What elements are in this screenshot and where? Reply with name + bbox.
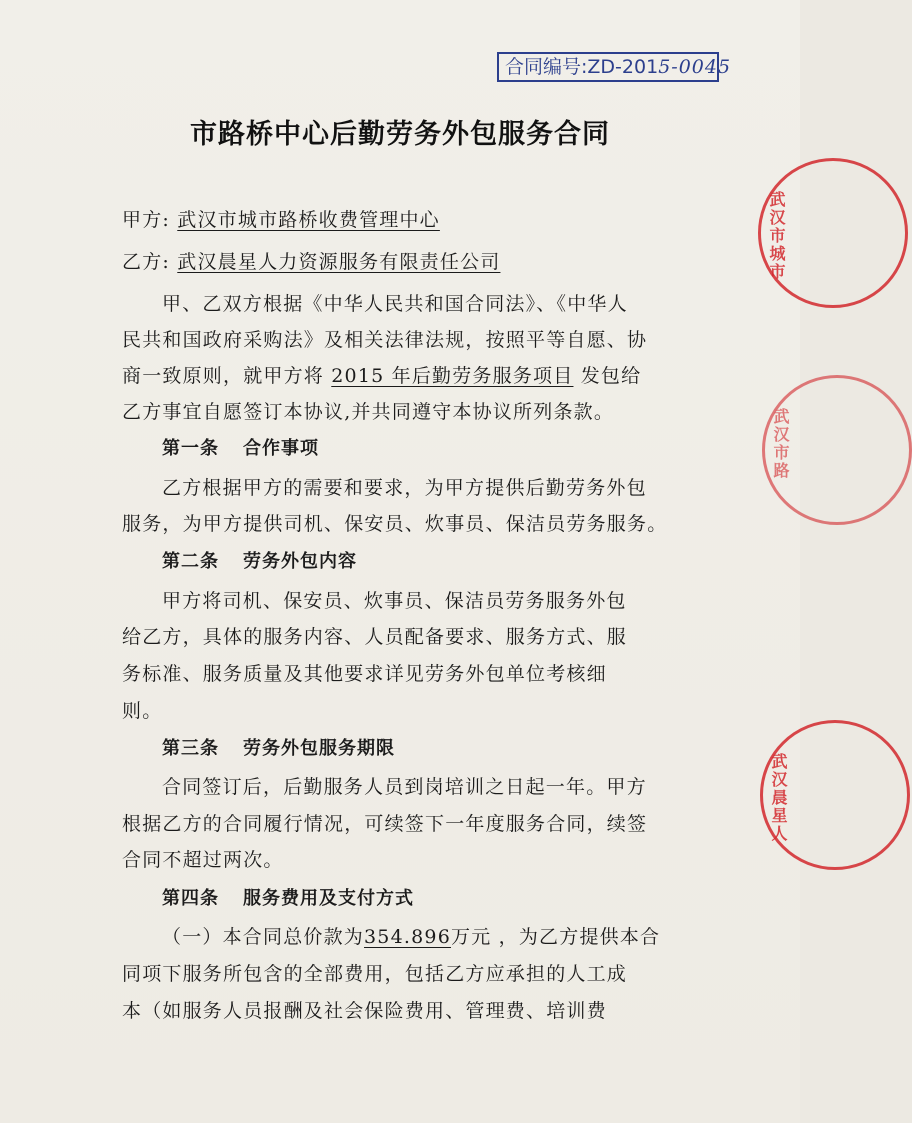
document-title: 市路桥中心后勤劳务外包服务合同 [190, 119, 610, 150]
article-1-heading [162, 434, 732, 460]
project-name: 2015 年后勤劳务服务项目 [331, 365, 574, 387]
article-1-line-2: 服务，为甲方提供司机、保安员、炊事员、保洁员劳务服务。 [122, 513, 668, 535]
party-a-line [122, 205, 692, 232]
contract-number-box [497, 52, 732, 82]
article-4-line-3: 本（如服务人员报酬及社会保险费用、管理费、培训费 [122, 1000, 607, 1022]
article-2-title: 劳务外包内容 [243, 551, 357, 572]
red-seal-top [758, 158, 908, 308]
preamble-line-3 [122, 361, 692, 388]
preamble-line-4: 乙方事宜自愿签订本协议,并共同遵守本协议所列条款。 [122, 401, 615, 423]
article-3-heading [162, 734, 732, 760]
preamble-line-3-start: 商一致原则，就甲方将 [122, 365, 325, 387]
total-amount: 354.896 [364, 926, 451, 948]
article-2-line-2: 给乙方，具体的服务内容、人员配备要求、服务方式、服 [122, 626, 628, 648]
party-b-name: 武汉晨星人力资源服务有限责任公司 [177, 251, 501, 273]
contract-number-printed: ZD-201 [587, 56, 659, 78]
preamble-line-1: 甲、乙双方根据《中华人民共和国合同法》、《中华人 [162, 293, 628, 315]
seal-middle-text: 武汉市路 [771, 408, 790, 480]
article-4-line-1 [162, 922, 692, 949]
article-3-line-1: 合同签订后，后勤服务人员到岗培训之日起一年。甲方 [162, 776, 647, 798]
article-4-title: 服务费用及支付方式 [243, 888, 414, 909]
article-4-number: 第四条 [162, 888, 219, 909]
article-4-line-2: 同项下服务所包含的全部费用，包括乙方应承担的人工成 [122, 963, 628, 985]
article-3-line-2: 根据乙方的合同履行情况，可续签下一年度服务合同，续签 [122, 813, 648, 835]
article-2-heading [162, 547, 732, 573]
article-3-number: 第三条 [162, 738, 219, 759]
article-1-title: 合作事项 [243, 438, 319, 459]
article-3-title: 劳务外包服务期限 [243, 738, 395, 759]
red-seal-middle [762, 375, 912, 525]
article-3-line-3: 合同不超过两次。 [122, 849, 284, 871]
party-b-label: 乙方: [122, 251, 171, 273]
article-1-number: 第一条 [162, 438, 219, 459]
preamble-line-2: 民共和国政府采购法》及相关法律法规，按照平等自愿、协 [122, 329, 648, 351]
article-2-number: 第二条 [162, 551, 219, 572]
party-a-label: 甲方: [122, 209, 171, 231]
contract-number-label: 合同编号: [505, 56, 588, 78]
red-seal-bottom [760, 720, 910, 870]
party-b-line [122, 247, 692, 274]
article-2-line-1: 甲方将司机、保安员、炊事员、保洁员劳务服务外包 [162, 590, 627, 612]
preamble-line-3-end: 发包给 [580, 365, 642, 387]
article-1-line-1: 乙方根据甲方的需要和要求，为甲方提供后勤劳务外包 [162, 477, 647, 499]
contract-number-handwritten: 5-0045 [658, 56, 732, 78]
article-4-line-1-start: （一）本合同总价款为 [162, 926, 365, 948]
seal-bottom-text: 武汉晨星人 [769, 753, 788, 843]
article-4-heading [162, 884, 732, 910]
article-4-line-1-end: 万元 ，为乙方提供本合 [451, 926, 661, 948]
article-2-line-4: 则。 [122, 700, 163, 722]
party-a-name: 武汉市城市路桥收费管理中心 [177, 209, 440, 231]
seal-top-text: 武汉市城市 [767, 191, 786, 281]
article-2-line-3: 务标准、服务质量及其他要求详见劳务外包单位考核细 [122, 663, 607, 685]
